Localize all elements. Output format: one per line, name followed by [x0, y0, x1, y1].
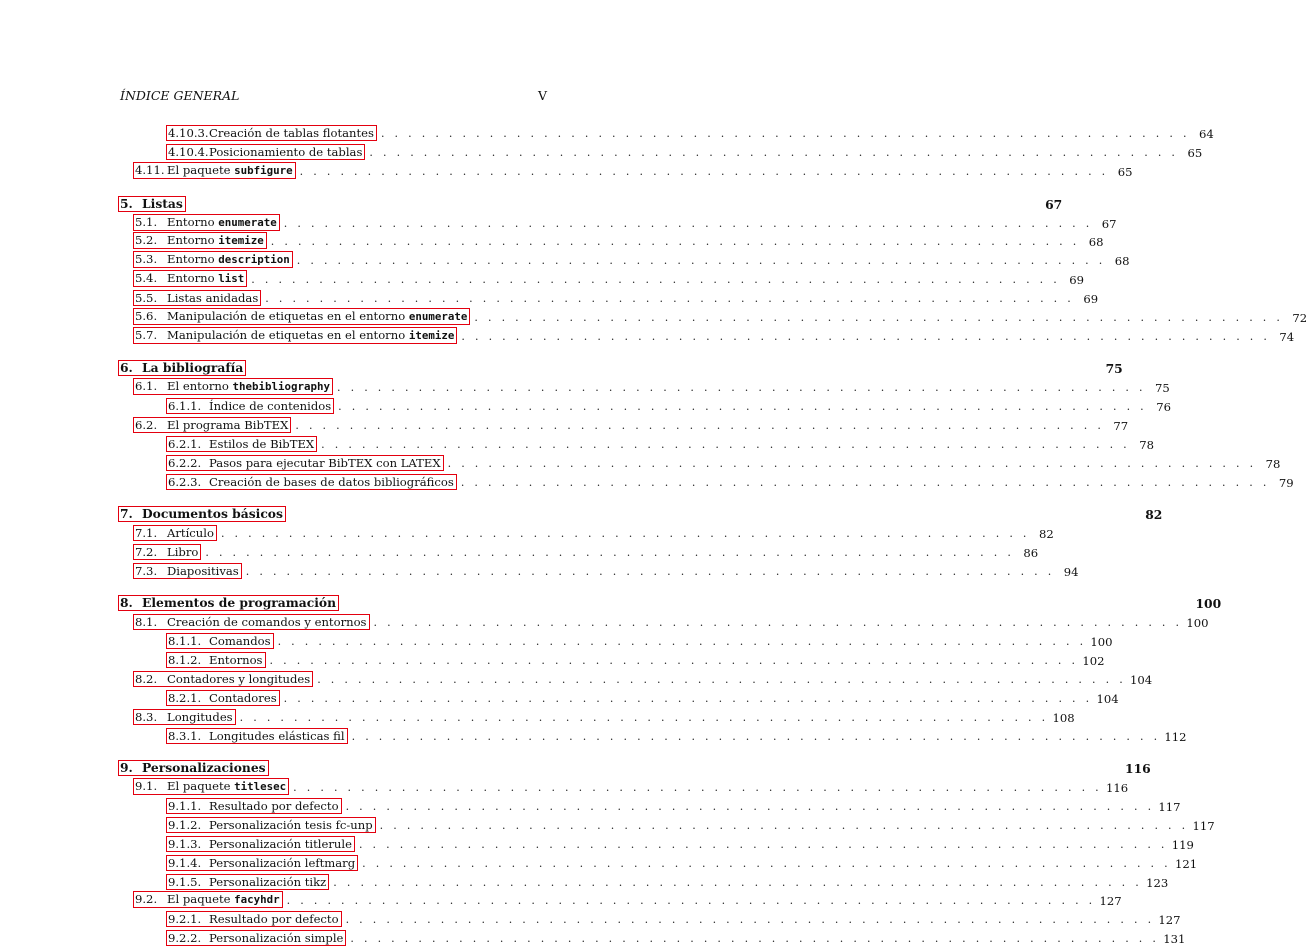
toc-entry-number: 9.2.2.: [168, 931, 202, 946]
toc-entry-title: Listas anidadas: [167, 291, 259, 306]
toc-entry-title: Entorno: [167, 252, 219, 267]
toc-entry: [120, 706, 1075, 725]
toc-entry-page: 104: [1130, 672, 1153, 687]
dot-leader: . . . . . . . . . . . . . . . . . . . . . . . . . . . . . . . . . . . . . . . . . . . . . . . . . . . . . . . . . . . .: [299, 164, 1109, 178]
toc-entry-number: 6.: [120, 360, 133, 376]
toc-entry-number: 9.: [120, 760, 133, 776]
toc-entry-page: 127: [1158, 913, 1181, 928]
toc-entry-link[interactable]: [133, 270, 247, 287]
toc-entry-page: 82: [1145, 507, 1163, 523]
toc-entry-title: El paquete: [167, 162, 235, 177]
toc-entry-number: 5.2.: [135, 233, 158, 248]
dot-leader: . . . . . . . . . . . . . . . . . . . . . . . . . . . . . . . . . . . . . . . . . . . . . . . . . . . . . . . . . . . .: [447, 456, 1257, 470]
toc-entry-code: subfigure: [234, 163, 293, 177]
toc-entry-link[interactable]: [166, 125, 377, 141]
toc-entry-number: 8.1.2.: [168, 653, 202, 668]
dot-leader: . . . . . . . . . . . . . . . . . . . . . . . . . . . . . . . . . . . . . . . . . . . . . . . . . . . . . . . . . . . .: [251, 273, 1061, 287]
toc-entry-title: Entornos: [209, 653, 263, 668]
toc-chapter-entry: [120, 757, 1151, 777]
toc-entry-title: El paquete: [167, 892, 235, 907]
toc-entry-code: thebibliography: [232, 380, 331, 394]
toc-entry: [120, 522, 1054, 542]
toc-entry-number: 6.2.1.: [168, 436, 202, 451]
toc-entry-link[interactable]: [166, 836, 355, 852]
toc-entry-number: 8.1.1.: [168, 634, 202, 649]
toc-entry-link[interactable]: [133, 614, 370, 630]
table-of-contents: [120, 122, 1307, 946]
toc-entry: [120, 231, 1104, 250]
toc-entry-link[interactable]: [118, 196, 186, 212]
toc-entry-page: 79: [1278, 475, 1294, 490]
toc-entry-code: list: [218, 272, 245, 286]
toc-entry-title: Contadores y longitudes: [167, 671, 311, 686]
toc-entry-page: 102: [1082, 654, 1105, 669]
toc-entry-title: Creación de bases de datos bibliográficos: [209, 474, 454, 489]
dot-leader: . . . . . . . . . . . . . . . . . . . . . . . . . . . . . . . . . . . . . . . . . . . . . . . . . . . . . . . . . . . .: [220, 527, 1030, 541]
toc-entry-title: Entorno: [167, 271, 219, 286]
toc-entry-title: Entorno: [167, 214, 219, 229]
toc-entry-link[interactable]: [133, 671, 313, 687]
toc-entry: [120, 395, 1171, 415]
toc-entry-page: 68: [1114, 254, 1130, 269]
toc-entry-number: 6.2.3.: [168, 474, 202, 489]
toc-entry: [120, 795, 1181, 814]
header-title: ÍNDICE GENERAL: [120, 88, 240, 103]
toc-entry-title: Personalización tesis fc-unp: [209, 817, 373, 832]
dot-leader: . . . . . . . . . . . . . . . . . . . . . . . . . . . . . . . . . . . . . . . . . . . . . . . . . . . . . . . . . . . .: [296, 254, 1106, 268]
toc-entry-title: Personalización titlerule: [209, 836, 352, 851]
toc-entry: [120, 122, 1214, 141]
toc-entry-title: Creación de tablas flotantes: [209, 125, 374, 140]
dot-leader: . . . . . . . . . . . . . . . . . . . . . . . . . . . . . . . . . . . . . . . . . . . . . . . . . . . . . . . . . . . .: [460, 475, 1270, 489]
toc-entry: [120, 325, 1295, 344]
toc-entry-page: 127: [1099, 894, 1122, 909]
toc-entry-title: Manipulación de etiquetas en el entorno: [167, 327, 409, 342]
toc-entry-page: 100: [1195, 596, 1222, 612]
toc-entry: [120, 630, 1113, 650]
toc-entry-number: 5.5.: [135, 291, 158, 306]
toc-entry: [120, 541, 1039, 561]
dot-leader: . . . . . . . . . . . . . . . . . . . . . . . . . . . . . . . . . . . . . . . . . . . . . . . . . . . . . . . . . . . .: [205, 546, 1015, 560]
dot-leader: . . . . . . . . . . . . . . . . . . . . . . . . . . . . . . . . . . . . . . . . . . . . . . . . . . . . . . . . . . . .: [295, 419, 1105, 433]
dot-leader: . . . . . . . . . . . . . . . . . . . . . . . . . . . . . . . . . . . . . . . . . . . . . . . . . . . . . . . . . . . .: [338, 400, 1147, 414]
toc-entry-page: 100: [1090, 635, 1113, 650]
dot-leader: . . . . . . . . . . . . . . . . . . . . . . . . . . . . . . . . . . . . . . . . . . . . . . . . . . . . . . . . . . . .: [351, 729, 1161, 743]
dot-leader: . . . . . . . . . . . . . . . . . . . . . . . . . . . . . . . . . . . . . . . . . . . . . . . . . . . . . . . . . . . .: [337, 381, 1146, 395]
toc-entry-page: 69: [1083, 292, 1099, 307]
toc-entry-page: 86: [1023, 546, 1039, 561]
toc-entry-link[interactable]: [166, 690, 280, 706]
dot-leader: . . . . . . . . . . . . . . . . . . . . . . . . . . . . . . . . . . . . . . . . . . . . . . . . . . . . . . . . . . . .: [321, 437, 1130, 451]
toc-entry-title: Estilos de BibTEX: [209, 436, 315, 451]
toc-entry-link[interactable]: [133, 378, 333, 395]
toc-entry-number: 8.3.: [135, 709, 158, 724]
toc-entry-number: 5.3.: [135, 252, 158, 267]
toc-entry-page: 78: [1265, 456, 1281, 471]
toc-entry-number: 5.7.: [135, 327, 158, 342]
toc-entry-link[interactable]: [133, 544, 201, 560]
toc-entry-page: 65: [1117, 164, 1133, 179]
toc-entry-title: Posicionamiento de tablas: [209, 144, 363, 159]
toc-entry: [120, 649, 1105, 669]
toc-entry: [120, 249, 1130, 269]
toc-entry: [120, 611, 1209, 631]
toc-entry: [120, 287, 1099, 307]
toc-entry-number: 8.2.1.: [168, 690, 202, 705]
toc-entry-page: 123: [1146, 875, 1169, 890]
toc-entry-number: 7.: [120, 506, 133, 522]
toc-entry: [120, 927, 1186, 946]
toc-chapter-entry: [120, 592, 1222, 612]
running-header: [120, 88, 547, 106]
toc-entry-title: Personalización simple: [209, 931, 344, 946]
toc-entry-title: Resultado por defecto: [209, 798, 339, 813]
toc-entry-title: Creación de comandos y entornos: [167, 615, 367, 630]
toc-entry-number: 9.1.1.: [168, 798, 202, 813]
toc-entry-link[interactable]: [166, 911, 342, 927]
toc-entry-page: 72: [1292, 311, 1307, 326]
toc-entry: [120, 668, 1153, 687]
toc-entry-number: 9.1.3.: [168, 836, 202, 851]
toc-entry-link[interactable]: [166, 652, 266, 668]
toc-entry-number: 8.: [120, 595, 133, 611]
toc-entry-code: enumerate: [408, 310, 468, 324]
toc-entry-number: 6.1.1.: [168, 399, 202, 414]
toc-entry-page: 116: [1105, 781, 1129, 796]
toc-entry: [120, 141, 1203, 160]
toc-entry-page: 117: [1192, 818, 1215, 833]
toc-entry-page: 121: [1174, 856, 1198, 871]
toc-entry-link[interactable]: [166, 728, 348, 744]
toc-entry-link[interactable]: [133, 162, 296, 179]
toc-entry-page: 74: [1279, 329, 1295, 344]
toc-entry-link[interactable]: [166, 144, 365, 160]
dot-leader: . . . . . . . . . . . . . . . . . . . . . . . . . . . . . . . . . . . . . . . . . . . . . . . . . . . . . . . . . . . .: [286, 894, 1096, 908]
toc-entry: [120, 433, 1154, 452]
toc-entry-title: El programa BibTEX: [167, 418, 289, 433]
toc-chapter-entry: [120, 357, 1123, 377]
toc-entry-link[interactable]: [166, 436, 317, 452]
toc-entry: [120, 306, 1307, 326]
toc-entry-code: description: [218, 253, 290, 267]
toc-entry-link[interactable]: [133, 709, 236, 725]
toc-entry-link[interactable]: [133, 327, 457, 344]
dot-leader: . . . . . . . . . . . . . . . . . . . . . . . . . . . . . . . . . . . . . . . . . . . . . . . . . . . . . . . . . . . .: [461, 329, 1271, 343]
dot-leader: . . . . . . . . . . . . . . . . . . . . . . . . . . . . . . . . . . . . . . . . . . . . . . . . . . . . . . . . . . . .: [474, 311, 1284, 325]
page-number: V: [537, 88, 547, 103]
dot-leader: . . . . . . . . . . . . . . . . . . . . . . . . . . . . . . . . . . . . . . . . . . . . . . . . . . . . . . . . . . . .: [345, 913, 1155, 927]
toc-entry-page: 78: [1139, 437, 1154, 452]
toc-entry-link[interactable]: [166, 930, 346, 946]
toc-entry-page: 117: [1158, 799, 1181, 814]
toc-entry-link[interactable]: [133, 563, 242, 579]
toc-entry-number: 7.1.: [135, 526, 158, 541]
toc-entry-title: Personalización leftmarg: [209, 855, 356, 870]
toc-entry-page: 131: [1163, 932, 1186, 946]
toc-entry-title: Personalizaciones: [142, 760, 266, 776]
toc-entry-link[interactable]: [133, 232, 267, 249]
toc-entry-link[interactable]: [118, 360, 246, 376]
toc-entry-number: 4.10.3.: [168, 125, 209, 140]
toc-entry-title: Entorno: [167, 233, 219, 248]
toc-entry-link[interactable]: [166, 474, 457, 490]
dot-leader: . . . . . . . . . . . . . . . . . . . . . . . . . . . . . . . . . . . . . . . . . . . . . . . . . . . . . . . . . . . .: [333, 875, 1143, 889]
toc-entry-title: El entorno: [167, 379, 233, 394]
toc-entry-title: Libro: [167, 545, 199, 560]
toc-entry-number: 9.1.4.: [168, 855, 202, 870]
toc-entry-number: 6.2.2.: [168, 455, 202, 470]
toc-entry-number: 5.: [120, 195, 133, 211]
toc-entry-page: 119: [1171, 837, 1194, 852]
toc-entry-title: Elementos de programación: [142, 595, 337, 611]
dot-leader: . . . . . . . . . . . . . . . . . . . . . . . . . . . . . . . . . . . . . . . . . . . . . . . . . . . . . . . . . . . .: [277, 635, 1087, 649]
toc-entry-page: 94: [1063, 564, 1079, 579]
toc-entry-link[interactable]: [133, 251, 293, 268]
toc-entry-link[interactable]: [133, 290, 261, 306]
toc-entry-link[interactable]: [133, 417, 291, 433]
toc-entry-link[interactable]: [133, 891, 283, 908]
toc-entry-number: 4.10.4.: [168, 144, 209, 159]
toc-entry-link[interactable]: [166, 817, 376, 833]
dot-leader: . . . . . . . . . . . . . . . . . . . . . . . . . . . . . . . . . . . . . . . . . . . . . . . . . . . . . . . . . . . .: [358, 837, 1168, 851]
toc-entry-link[interactable]: [118, 506, 286, 522]
toc-entry: [120, 212, 1117, 231]
toc-entry: [120, 268, 1085, 288]
toc-entry-link[interactable]: [166, 398, 334, 414]
toc-entry-number: 8.3.1.: [168, 728, 202, 743]
toc-entry-link[interactable]: [133, 525, 217, 541]
toc-entry-link[interactable]: [166, 855, 358, 871]
toc-entry-page: 75: [1155, 381, 1170, 396]
toc-entry: [120, 852, 1198, 871]
dot-leader: . . . . . . . . . . . . . . . . . . . . . . . . . . . . . . . . . . . . . . . . . . . . . . . . . . . . . . . . . . . .: [270, 235, 1080, 249]
toc-entry: [120, 376, 1170, 396]
toc-entry-title: Diapositivas: [167, 563, 239, 578]
toc-entry-page: 67: [1045, 196, 1063, 212]
toc-entry-title: Documentos básicos: [142, 506, 283, 522]
toc-entry-title: Comandos: [209, 634, 271, 649]
toc-entry-number: 9.2.1.: [168, 912, 202, 927]
toc-entry-number: 7.2.: [135, 545, 158, 560]
dot-leader: . . . . . . . . . . . . . . . . . . . . . . . . . . . . . . . . . . . . . . . . . . . . . . . . . . . . . . . . . . . .: [373, 616, 1183, 630]
toc-entry-link[interactable]: [166, 874, 329, 890]
dot-leader: . . . . . . . . . . . . . . . . . . . . . . . . . . . . . . . . . . . . . . . . . . . . . . . . . . . . . . . . . . . .: [369, 145, 1179, 159]
toc-entry-title: Artículo: [167, 526, 214, 541]
toc-entry-page: 100: [1186, 616, 1209, 631]
dot-leader: . . . . . . . . . . . . . . . . . . . . . . . . . . . . . . . . . . . . . . . . . . . . . . . . . . . . . . . . . . . .: [269, 654, 1079, 668]
toc-entry-number: 7.3.: [135, 563, 158, 578]
toc-entry-title: Pasos para ejecutar BibTEX con LATEX: [209, 455, 441, 470]
toc-entry-page: 108: [1052, 710, 1075, 725]
dot-leader: . . . . . . . . . . . . . . . . . . . . . . . . . . . . . . . . . . . . . . . . . . . . . . . . . . . . . . . . . . . .: [265, 292, 1075, 306]
toc-entry-link[interactable]: [133, 308, 470, 325]
toc-entry-number: 8.1.: [135, 615, 158, 630]
toc-entry-code: facyhdr: [234, 893, 280, 907]
toc-entry-number: 6.2.: [135, 418, 158, 433]
toc-entry: [120, 833, 1194, 852]
dot-leader: . . . . . . . . . . . . . . . . . . . . . . . . . . . . . . . . . . . . . . . . . . . . . . . . . . . . . . . . . . . .: [379, 818, 1189, 832]
toc-entry-page: 65: [1187, 145, 1203, 160]
toc-entry-link[interactable]: [118, 760, 269, 776]
toc-entry-number: 9.1.: [135, 779, 158, 794]
toc-entry-page: 112: [1164, 729, 1187, 744]
toc-entry-number: 4.11.: [135, 162, 165, 177]
toc-entry-title: Personalización tikz: [209, 874, 327, 889]
toc-entry-link[interactable]: [166, 798, 342, 814]
toc-entry: [120, 814, 1215, 833]
toc-entry-number: 9.2.: [135, 892, 158, 907]
dot-leader: . . . . . . . . . . . . . . . . . . . . . . . . . . . . . . . . . . . . . . . . . . . . . . . . . . . . . . . . . . . .: [283, 216, 1093, 230]
toc-entry-title: Listas: [142, 195, 183, 211]
toc-entry-number: 5.4.: [135, 271, 158, 286]
toc-entry: [120, 560, 1079, 579]
toc-entry: [120, 908, 1181, 928]
toc-entry: [120, 414, 1129, 434]
dot-leader: . . . . . . . . . . . . . . . . . . . . . . . . . . . . . . . . . . . . . . . . . . . . . . . . . . . . . . . . . . . .: [283, 691, 1093, 705]
toc-entry-link[interactable]: [133, 778, 289, 795]
toc-entry-link[interactable]: [118, 595, 339, 611]
toc-entry-page: 82: [1038, 527, 1054, 542]
toc-entry-page: 64: [1199, 126, 1214, 141]
toc-entry-link[interactable]: [133, 214, 280, 231]
toc-entry-page: 68: [1088, 235, 1104, 250]
toc-entry-code: titlesec: [234, 780, 287, 794]
toc-entry: [120, 776, 1129, 796]
toc-entry-link[interactable]: [166, 633, 274, 649]
toc-entry: [120, 687, 1119, 706]
toc-entry-number: 9.1.5.: [168, 874, 202, 889]
toc-entry-title: Longitudes elásticas fil: [209, 728, 345, 743]
toc-entry-page: 69: [1069, 273, 1085, 288]
toc-entry-number: 5.1.: [135, 214, 158, 229]
toc-entry-number: 8.2.: [135, 671, 158, 686]
toc-entry-title: Contadores: [209, 690, 277, 705]
toc-entry-page: 76: [1156, 400, 1171, 415]
toc-entry-title: La bibliografía: [142, 360, 244, 376]
toc-entry-number: 9.1.2.: [168, 817, 202, 832]
toc-entry: [120, 160, 1133, 179]
dot-leader: . . . . . . . . . . . . . . . . . . . . . . . . . . . . . . . . . . . . . . . . . . . . . . . . . . . . . . . . . . . .: [380, 126, 1190, 140]
dot-leader: . . . . . . . . . . . . . . . . . . . . . . . . . . . . . . . . . . . . . . . . . . . . . . . . . . . . . . . . . . . .: [345, 799, 1155, 813]
toc-entry-code: itemize: [218, 234, 264, 248]
dot-leader: . . . . . . . . . . . . . . . . . . . . . . . . . . . . . . . . . . . . . . . . . . . . . . . . . . . . . . . . . . . .: [245, 564, 1055, 578]
dot-leader: . . . . . . . . . . . . . . . . . . . . . . . . . . . . . . . . . . . . . . . . . . . . . . . . . . . . . . . . . . . .: [362, 856, 1171, 870]
toc-entry-link[interactable]: [166, 455, 444, 471]
toc-entry-number: 6.1.: [135, 379, 158, 394]
toc-entry: [120, 725, 1187, 744]
toc-entry-page: 104: [1096, 691, 1119, 706]
toc-entry-code: itemize: [408, 328, 455, 342]
toc-entry: [120, 471, 1294, 490]
toc-entry-title: Manipulación de etiquetas en el entorno: [167, 309, 409, 324]
toc-entry-title: El paquete: [167, 779, 235, 794]
toc-entry: [120, 452, 1281, 471]
toc-entry-title: Índice de contenidos: [209, 399, 332, 414]
toc-entry-page: 75: [1105, 361, 1123, 377]
toc-chapter-entry: [120, 503, 1163, 523]
toc-entry-title: Resultado por defecto: [209, 912, 339, 927]
toc-chapter-entry: [120, 193, 1063, 212]
toc-entry-number: 5.6.: [135, 309, 158, 324]
toc-entry-page: 67: [1101, 216, 1117, 231]
dot-leader: . . . . . . . . . . . . . . . . . . . . . . . . . . . . . . . . . . . . . . . . . . . . . . . . . . . . . . . . . . . .: [317, 672, 1127, 686]
toc-entry-title: Longitudes: [167, 709, 233, 724]
toc-entry: [120, 871, 1169, 890]
toc-entry-page: 77: [1113, 419, 1129, 434]
dot-leader: . . . . . . . . . . . . . . . . . . . . . . . . . . . . . . . . . . . . . . . . . . . . . . . . . . . . . . . . . . . .: [239, 710, 1049, 724]
dot-leader: . . . . . . . . . . . . . . . . . . . . . . . . . . . . . . . . . . . . . . . . . . . . . . . . . . . . . . . . . . . .: [293, 781, 1102, 795]
dot-leader: . . . . . . . . . . . . . . . . . . . . . . . . . . . . . . . . . . . . . . . . . . . . . . . . . . . . . . . . . . . .: [350, 932, 1160, 946]
toc-entry: [120, 890, 1122, 909]
toc-entry-code: enumerate: [218, 215, 277, 229]
toc-entry-page: 116: [1125, 761, 1151, 777]
